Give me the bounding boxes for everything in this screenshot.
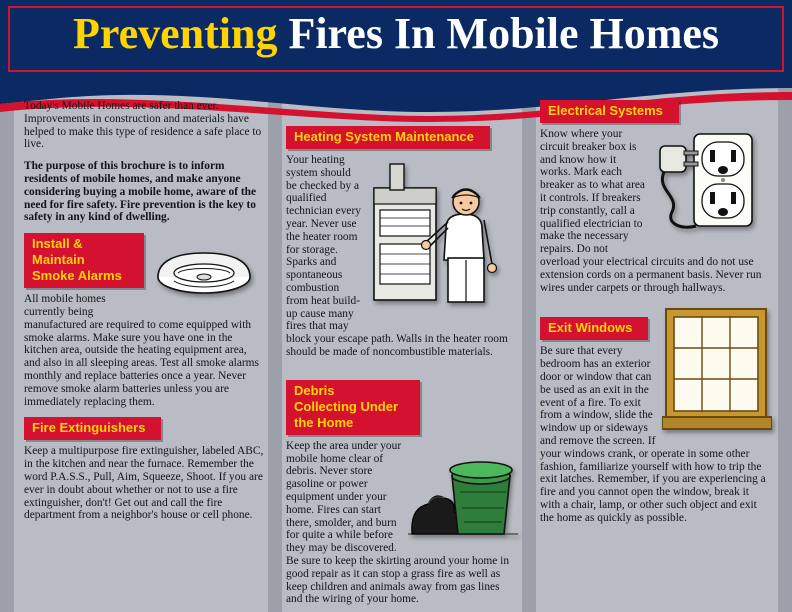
trash-can-icon	[408, 436, 518, 551]
page-title-part1: Preventing	[72, 9, 278, 58]
column-middle	[286, 126, 518, 612]
section-body-electrical-systems: Know where your circuit breaker box is and know how it works. Mark each breaker as to what area it controls. If breakers trip constantly, call a qualified electrician to make the necessary repairs. Do not overload your electrical circuits and do not use extension cords on a permanent basis. Never run wires under carpets or through hallways.	[540, 128, 762, 294]
section-heading-smoke-alarms	[24, 233, 144, 288]
furnace-technician-icon	[368, 158, 518, 321]
section-heading-debris	[286, 380, 420, 435]
section-heading-fire-extinguishers: Fire Extinguishers	[24, 417, 161, 440]
background-stripe	[268, 82, 282, 612]
section-heading-line2: Collecting Under	[294, 398, 399, 414]
smoke-alarm-icon	[144, 247, 264, 312]
page-title-part2: Fires In Mobile Homes	[288, 9, 720, 58]
page-title	[0, 8, 792, 60]
section-heading-line3: the Home	[294, 414, 354, 430]
section-body-smoke-alarms: All mobile homes currently being manufactured are required to come equipped with smoke alarms. Make sure you have one in the kitchen area, outside the heating equipment area, and also in all sleeping areas. Test all smoke alarms monthly and replace batteries once a year. Never remove smoke alarm batteries unless you are immediately replacing them.	[24, 293, 259, 408]
section-heading-heating-system: Heating System Maintenance	[286, 126, 490, 149]
section-body-exit-windows: Be sure that every bedroom has an exterior door or window that can be used as an exit in the event of a fire. To exit from a window, slide the window up or sideways and remove the screen. If your windows crank, or operate in some other fashion, familiarize yourself with how to trip the exit latches. Remember, if you are experiencing a fire and you cannot open the window, break it with a chair, lamp, or other such object and exit the home as quickly as possible.	[540, 345, 766, 524]
background-stripe	[522, 82, 536, 612]
intro-paragraph-2: The purpose of this brochure is to inform residents of mobile homes, and make anyone considering buying a mobile home, aware of the need for fire safety. Fire prevention is the key to safety in any kind of dwelling.	[24, 160, 257, 224]
background-stripe	[778, 82, 792, 612]
section-heading-line1: Debris	[294, 382, 335, 398]
section-heading-line3: Smoke Alarms	[32, 268, 122, 284]
intro-paragraph-1: Today's Mobile Homes are safer than ever. Improvements in construction and materials have helped to make this type of residence a safe place to live.	[24, 100, 262, 151]
section-body-debris: Keep the area under your mobile home clear of debris. Never store gasoline or power equipment under your home. Fires can start there, smolder, and burn for quite a while before they may be discovered. Be sure to keep the skirting around your home in good repair as it can stop a grass fire as well as keep children and animals away from gas lines and the wiring of your home.	[286, 439, 510, 606]
section-body-heating-system: Your heating system should be checked by a qualified technician every year. Never use the heater room for storage. Sparks and spontaneous combustion from heat build-up cause many fires that may block your escape path. Walls in the heater room should be made of noncombustible materials.	[286, 154, 508, 358]
section-heading-line2: Maintain	[32, 252, 85, 268]
section-heading-exit-windows: Exit Windows	[540, 317, 648, 340]
column-right	[540, 100, 772, 534]
section-heading-line1: Install &	[32, 236, 83, 252]
section-heading-electrical-systems: Electrical Systems	[540, 100, 679, 123]
exit-window-icon	[662, 305, 772, 438]
section-body-fire-extinguishers: Keep a multipurpose fire extinguisher, labeled ABC, in the kitchen and near the furnace. Remember the word P.A.S.S., Pull, Aim, Squeeze, Shoot. If you are ever in doubt about whether or not to use a fire extinguisher, don't! Get out and call the fire department from a neighbor's house or cell phone.	[24, 445, 264, 522]
column-left	[24, 100, 264, 531]
electrical-outlet-icon	[652, 130, 772, 243]
background-stripe	[0, 82, 14, 612]
header	[0, 0, 792, 82]
